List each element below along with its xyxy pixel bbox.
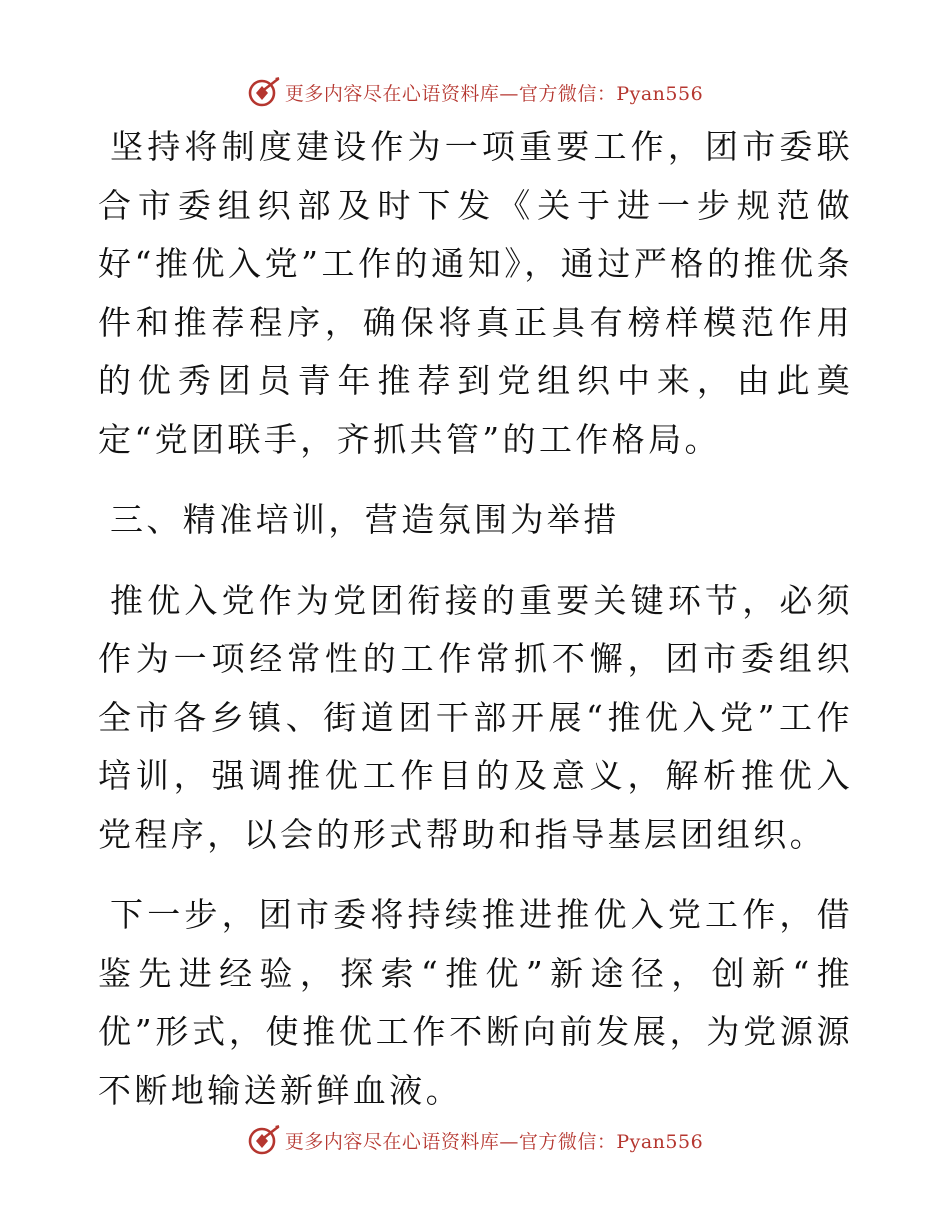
- document-body: [98, 118, 853, 1120]
- paragraph-1: 坚持将制度建设作为一项重要工作，团市委联合市委组织部及时下发《关于进一步规范做好“推优入党”工作的通知》，通过严格的推优条件和推荐程序，确保将真正具有榜样模范作用的优秀团员青年推荐到党组织中来，由此奠定“党团联手，齐抓共管”的工作格局。: [98, 127, 853, 459]
- brand-logo-icon: [247, 75, 281, 109]
- watermark-text: 更多内容尽在心语资料库—官方微信：Pyan556: [284, 1130, 704, 1153]
- section-heading: 三、精准培训，营造氛围为举措: [110, 500, 620, 539]
- brand-logo-icon: [247, 1123, 281, 1157]
- header-watermark: [0, 72, 950, 112]
- paragraph-3: 下一步，团市委将持续推进推优入党工作，借鉴先进经验，探索“推优”新途径，创新“推优”形式，使推优工作不断向前发展，为党源源不断地输送新鲜血液。: [98, 895, 853, 1110]
- paragraph-2: 推优入党作为党团衔接的重要关键环节，必须作为一项经常性的工作常抓不懈，团市委组织全市各乡镇、街道团干部开展“推优入党”工作培训，强调推优工作目的及意义，解析推优入党程序，以会的形式帮助和指导基层团组织。: [98, 580, 853, 854]
- footer-watermark: [0, 1120, 950, 1160]
- watermark-text: 更多内容尽在心语资料库—官方微信：Pyan556: [284, 82, 704, 105]
